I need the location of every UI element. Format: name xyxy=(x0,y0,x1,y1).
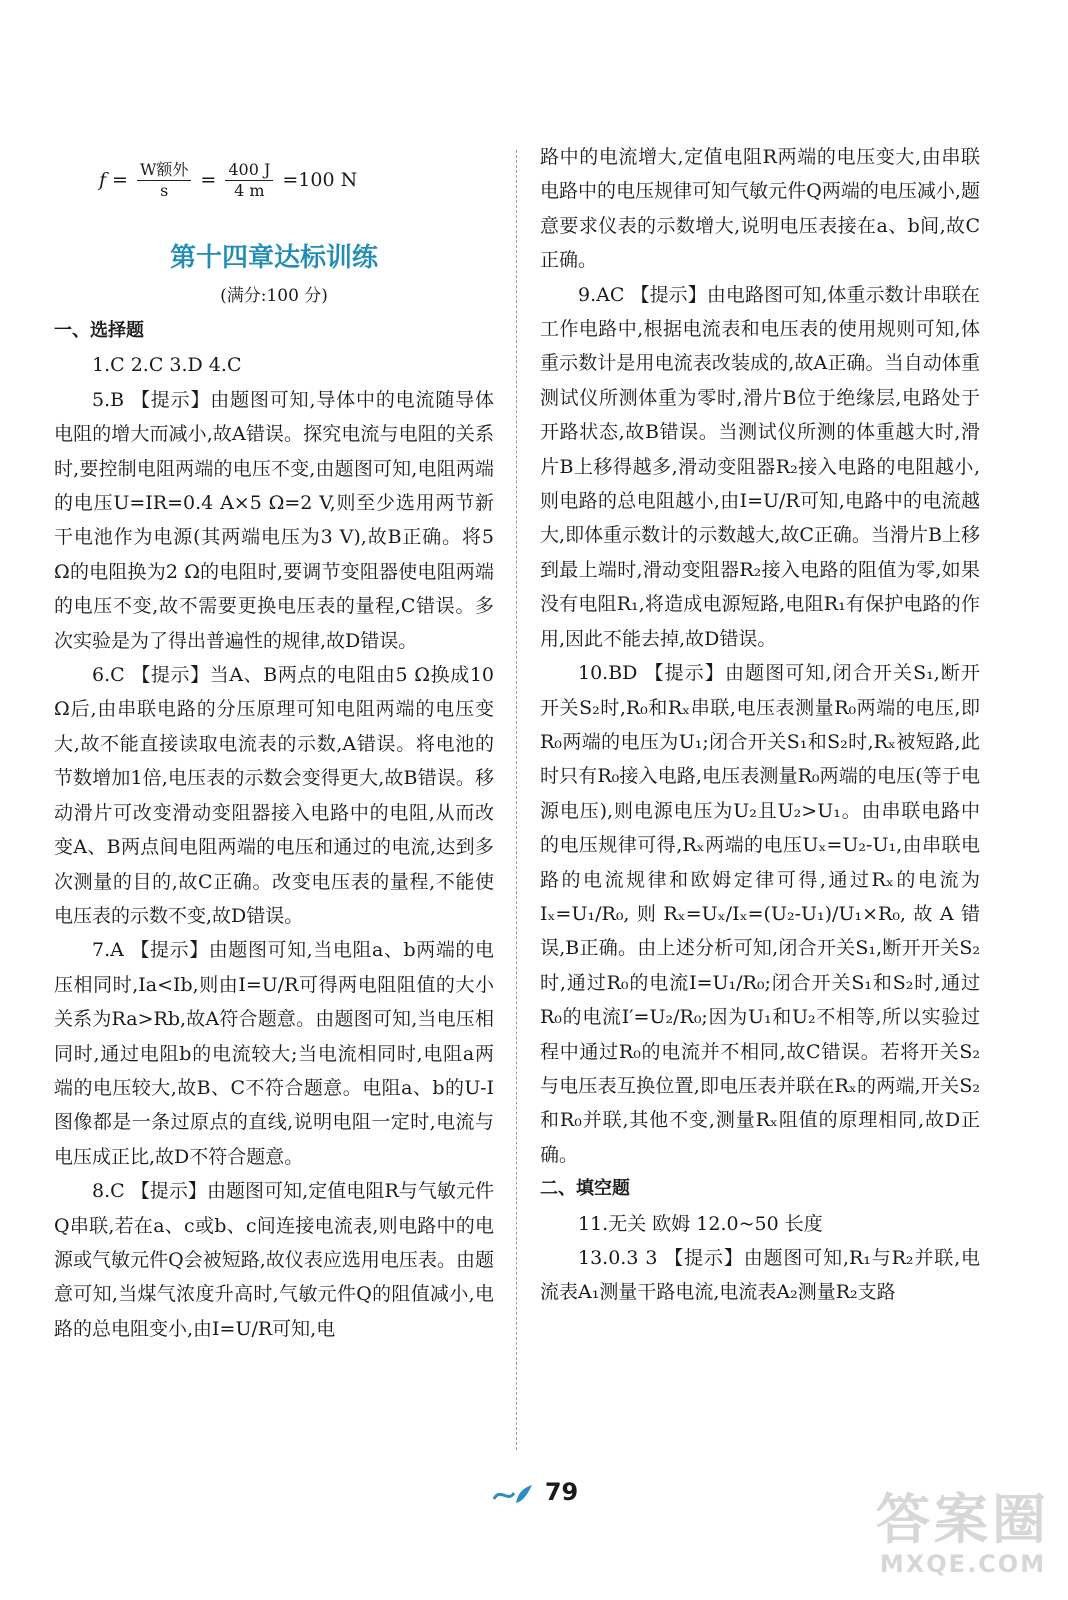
section-heading-fill: 二、填空题 xyxy=(540,1178,630,1200)
watermark-url: MXQE.COM xyxy=(879,1550,1047,1578)
fraction-denominator: 4 m xyxy=(234,180,265,200)
formula-lhs: f xyxy=(99,168,107,191)
formula-fraction-1 xyxy=(134,160,194,201)
page-number: 79 xyxy=(544,1478,579,1506)
answer-paragraph: 8.C 【提示】由题图可知,定值电阻R与气敏元件Q串联,若在a、c或b、c间连接电流表,则电路中的电源或气敏元件Q会被短路,故仪表应选用电压表。由题意可知,当煤气浓度升高时,气敏元件Q的阻值减小,电路的总电阻变小,由I=U/R可知,电 xyxy=(54,1180,494,1340)
chapter-title: 第十四章达标训练 xyxy=(169,243,378,273)
column-divider xyxy=(516,150,517,1450)
fraction-numerator: W额外 xyxy=(137,160,191,181)
answer-line: 1.C 2.C 3.D 4.C xyxy=(92,354,242,377)
fraction-numerator: 400 J xyxy=(225,160,273,181)
score-note: (满分:100 分) xyxy=(220,286,328,306)
answer-paragraph: 6.C 【提示】当A、B两点的电阻由5 Ω换成10 Ω后,由串联电路的分压原理可知电阻两端的电压变大,故不能直接读取电流表的示数,A错误。将电池的节数增加1倍,电压表的示数会变得更大,故B错误。移动滑片可改变滑动变阻器接入电路中的电阻,从而改变A、B两点间电阻两端的电压和通过的电流,达到多次测量的目的,故C正确。改变电压表的量程,不能使电压表的示数不变,故D错误。 xyxy=(54,664,494,927)
formula-result: =100 N xyxy=(282,168,358,191)
formula-eq: = xyxy=(200,168,217,191)
formula-fraction-2 xyxy=(222,160,276,201)
fraction-denominator: s xyxy=(160,180,169,200)
formula-eq: = xyxy=(112,168,128,191)
left-column xyxy=(54,140,494,1346)
answer-line: 11.无关 欧姆 12.0~50 长度 xyxy=(578,1212,823,1235)
leaf-ornament-icon xyxy=(490,1481,534,1511)
answer-paragraph: 5.B 【提示】由题图可知,导体中的电流随导体电阻的增大而减小,故A错误。探究电流与电阻的关系时,要控制电阻两端的电压不变,由题图可知,电阻两端的电压U=IR=0.4 A×5 Ω=2 V,则至少选用两节新干电池作为电源(其两端电压为3 V),故B正确。将5 Ω的电阻换为2 Ω的电阻时,要调节变阻器使电阻两端的电压不变,故不需要更换电压表的量程,C错误。多次实验是为了得出普遍性的规律,故D错误。 xyxy=(54,388,494,652)
watermark-logo xyxy=(876,1490,1050,1578)
section-heading-choice: 一、选择题 xyxy=(54,320,144,341)
watermark-text: 答案圈 xyxy=(876,1488,1050,1551)
answer-paragraph: 9.AC 【提示】由电路图可知,体重示数计串联在工作电路中,根据电流表和电压表的使用规则可知,体重示数计是用电流表改装成的,故A正确。当自动体重测试仪所测体重为零时,滑片B位于绝缘层,电路处于开路状态,故B错误。当测试仪所测的体重越大时,滑片B上移得越多,滑动变阻器R₂接入电路的电阻越小,则电路的总电阻越小,由I=U/R可知,电路中的电流越大,即体重示数计的示数越大,故C正确。当滑片B上移到最上端时,滑动变阻器R₂接入电路的阻值为零,如果没有电阻R₁,将造成电源短路,电阻R₁有保护电路的作用,因此不能去掉,故D错误。 xyxy=(540,283,980,650)
answer-paragraph: 7.A 【提示】由题图可知,当电阻a、b两端的电压相同时,Ia<Ib,则由I=U/R可得两电阻阻值的大小关系为Ra>Rb,故A符合题意。由题图可知,当电压相同时,通过电阻b的电流较大;当电流相同时,电阻a两端的电压较大,故B、C不符合题意。电阻a、b的U-I图像都是一条过原点的直线,说明电阻一定时,电流与电压成正比,故D不符合题意。 xyxy=(54,939,494,1168)
formula-friction xyxy=(54,140,494,220)
answer-paragraph: 10.BD 【提示】由题图可知,闭合开关S₁,断开开关S₂时,R₀和Rₓ串联,电压表测量R₀两端的电压,即R₀两端的电压为U₁;闭合开关S₁和S₂时,Rₓ被短路,此时只有R₀接入电路,电压表测量R₀两端的电压(等于电源电压),则电源电压为U₂且U₂>U₁。由串联电路中的电压规律可得,Rₓ两端的电压Uₓ=U₂-U₁,由串联电路的电流规律和欧姆定律可得,通过Rₓ的电流为Iₓ=U₁/R₀,则Rₓ=Uₓ/Iₓ=(U₂-U₁)/U₁×R₀,故A错误,B正确。由上述分析可知,闭合开关S₁,断开开关S₂时,通过R₀的电流I=U₁/R₀;闭合开关S₁和S₂时,通过R₀的电流I′=U₂/R₀;因为U₁和U₂不相等,所以实验过程中通过R₀的电流并不相同,故C错误。若将开关S₂与电压表互换位置,即电压表并联在Rₓ的两端,开关S₂和R₀并联,其他不变,测量Rₓ阻值的原理相同,故D正确。 xyxy=(540,662,980,1166)
right-column xyxy=(540,140,980,1310)
answer-paragraph: 13.0.3 3 【提示】由题图可知,R₁与R₂并联,电流表A₁测量干路电流,电流表A₂测量R₂支路 xyxy=(540,1247,980,1304)
answer-paragraph: 路中的电流增大,定值电阻R两端的电压变大,由串联电路中的电压规律可知气敏元件Q两端的电压减小,题意要求仪表的示数增大,说明电压表接在a、b间,故C正确。 xyxy=(540,146,980,272)
